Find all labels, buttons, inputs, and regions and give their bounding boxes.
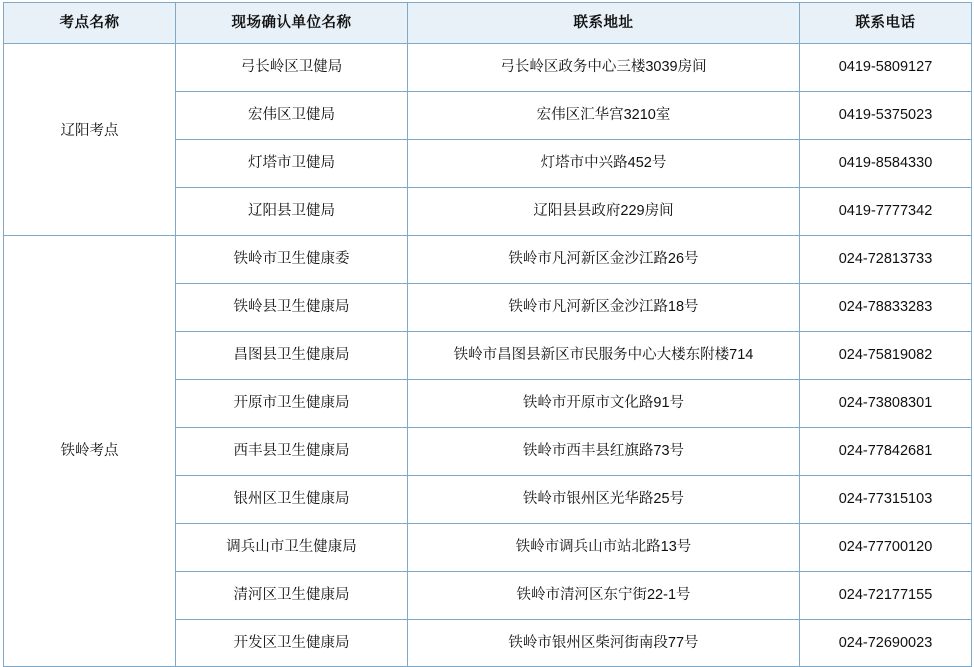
confirm-unit-cell: 灯塔市卫健局	[176, 140, 408, 188]
confirm-unit-cell: 调兵山市卫生健康局	[176, 524, 408, 572]
exam-site-contact-table	[3, 2, 972, 667]
confirm-unit-cell: 开原市卫生健康局	[176, 380, 408, 428]
address-cell: 铁岭市调兵山市站北路13号	[408, 524, 800, 572]
phone-cell: 0419-5375023	[800, 92, 972, 140]
address-cell: 弓长岭区政务中心三楼3039房间	[408, 44, 800, 92]
exam-site-group-liaoyang	[4, 44, 176, 236]
address-cell: 铁岭市清河区东宁街22-1号	[408, 572, 800, 620]
column-header-confirm-unit: 现场确认单位名称	[176, 3, 408, 44]
address-cell: 灯塔市中兴路452号	[408, 140, 800, 188]
confirm-unit-cell: 清河区卫生健康局	[176, 572, 408, 620]
phone-cell: 0419-7777342	[800, 188, 972, 236]
phone-cell: 024-78833283	[800, 284, 972, 332]
address-cell: 铁岭市凡河新区金沙江路26号	[408, 236, 800, 284]
confirm-unit-cell: 西丰县卫生健康局	[176, 428, 408, 476]
column-header-address: 联系地址	[408, 3, 800, 44]
phone-cell: 024-77842681	[800, 428, 972, 476]
column-header-exam-site: 考点名称	[4, 3, 176, 44]
address-cell: 宏伟区汇华宫3210室	[408, 92, 800, 140]
document-page	[0, 2, 974, 667]
exam-site-group-tieling: 铁岭考点	[4, 236, 176, 667]
column-header-phone: 联系电话	[800, 3, 972, 44]
confirm-unit-cell: 铁岭市卫生健康委	[176, 236, 408, 284]
phone-cell: 0419-5809127	[800, 44, 972, 92]
phone-cell: 024-72813733	[800, 236, 972, 284]
confirm-unit-cell: 铁岭县卫生健康局	[176, 284, 408, 332]
table-row	[4, 236, 972, 284]
address-cell: 辽阳县县政府229房间	[408, 188, 800, 236]
address-cell: 铁岭市银州区光华路25号	[408, 476, 800, 524]
confirm-unit-cell: 辽阳县卫健局	[176, 188, 408, 236]
table-body	[4, 44, 972, 667]
confirm-unit-cell: 弓长岭区卫健局	[176, 44, 408, 92]
address-cell: 铁岭市开原市文化路91号	[408, 380, 800, 428]
phone-cell: 024-73808301	[800, 380, 972, 428]
phone-cell: 024-72690023	[800, 620, 972, 667]
address-cell: 铁岭市昌图县新区市民服务中心大楼东附楼714	[408, 332, 800, 380]
confirm-unit-cell: 昌图县卫生健康局	[176, 332, 408, 380]
phone-cell: 024-75819082	[800, 332, 972, 380]
table-header-row	[4, 3, 972, 44]
confirm-unit-cell: 开发区卫生健康局	[176, 620, 408, 667]
table-row	[4, 44, 972, 92]
address-cell: 铁岭市银州区柴河街南段77号	[408, 620, 800, 667]
phone-cell: 024-72177155	[800, 572, 972, 620]
address-cell: 铁岭市西丰县红旗路73号	[408, 428, 800, 476]
address-cell: 铁岭市凡河新区金沙江路18号	[408, 284, 800, 332]
phone-cell: 024-77700120	[800, 524, 972, 572]
phone-cell: 024-77315103	[800, 476, 972, 524]
phone-cell: 0419-8584330	[800, 140, 972, 188]
confirm-unit-cell: 银州区卫生健康局	[176, 476, 408, 524]
table-header	[4, 3, 972, 44]
exam-site-group-label: 辽阳考点	[60, 122, 119, 139]
confirm-unit-cell: 宏伟区卫健局	[176, 92, 408, 140]
